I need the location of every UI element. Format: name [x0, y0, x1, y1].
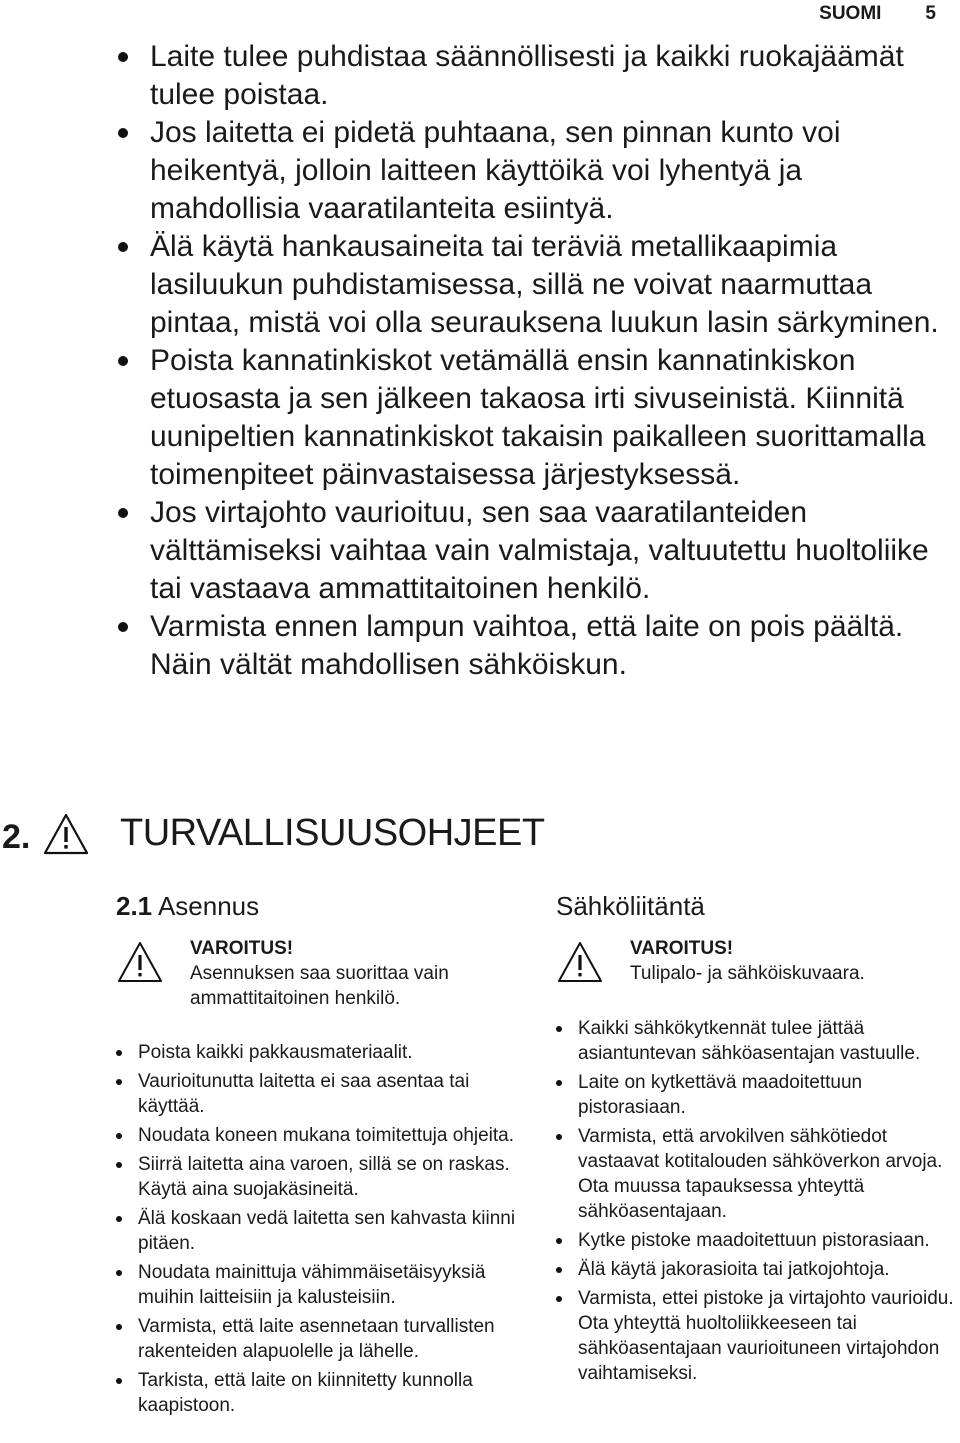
list-item: Varmista, ettei pistoke ja virtajohto vaurioidu. Ota yhteyttä huoltoliikkeeseen tai sähköasentajaan vaurioituneen virtajohdon vaihtamiseksi. — [556, 1286, 958, 1386]
list-item: Siirrä laitetta aina varoen, sillä se on raskas. Käytä aina suojakäsineitä. — [116, 1152, 518, 1202]
list-item: Jos virtajohto vaurioituu, sen saa vaaratilanteiden välttämiseksi vaihtaa vain valmistaja, valtuutettu huoltoliike tai vastaava ammattitaitoinen henkilö. — [118, 494, 948, 608]
section-title: TURVALLISUUSOHJEET — [120, 812, 545, 854]
warning-triangle-icon — [556, 940, 604, 984]
warning-triangle-icon — [42, 812, 90, 856]
page-header — [819, 0, 936, 28]
list-item: Laite tulee puhdistaa säännöllisesti ja kaikki ruokajäämät tulee poistaa. — [118, 38, 948, 114]
list-item: Varmista ennen lampun vaihtoa, että laite on pois päältä. Näin vältät mahdollisen sähköiskun. — [118, 608, 948, 684]
warning-triangle-icon — [116, 940, 164, 984]
list-item: Kytke pistoke maadoitettuun pistorasiaan. — [556, 1228, 958, 1253]
installation-list — [116, 1040, 516, 1418]
warning-text: Tulipalo- ja sähköiskuvaara. — [630, 963, 865, 984]
list-item: Älä koskaan vedä laitetta sen kahvasta kiinni pitäen. — [116, 1206, 518, 1256]
heading-text: Asennus — [157, 891, 260, 921]
list-item: Poista kannatinkiskot vetämällä ensin kannatinkiskon etuosasta ja sen jälkeen takaosa irti sivuseinistä. Kiinnitä uunipeltien kannatinkiskot takaisin paikalleen suorittamalla toimenpiteet päinvastaisessa järjestyksessä. — [118, 342, 948, 494]
section-number: 2. — [2, 818, 31, 856]
list-item: Poista kaikki pakkausmateriaalit. — [116, 1040, 518, 1065]
page-number: 5 — [925, 3, 936, 24]
warning-text: Asennuksen saa suorittaa vain ammattitaitoinen henkilö. — [190, 963, 449, 1009]
electrical-heading: Sähköliitäntä — [556, 891, 705, 921]
warning-box — [116, 936, 516, 1016]
list-item: Varmista, että laite asennetaan turvallisten rakenteiden alapuolelle ja lähelle. — [116, 1314, 518, 1364]
list-item: Älä käytä hankausaineita tai teräviä metallikaapimia lasiluukun puhdistamisessa, sillä ne voivat naarmuttaa pintaa, mistä voi olla seurauksena luukun lasin särkyminen. — [118, 228, 948, 342]
electrical-column — [556, 886, 956, 1390]
warning-title: VAROITUS! — [630, 938, 734, 959]
warning-box — [556, 936, 956, 1016]
list-item: Vaurioitunutta laitetta ei saa asentaa tai käyttää. — [116, 1069, 518, 1119]
maintenance-bullet-list — [118, 38, 948, 684]
list-item: Kaikki sähkökytkennät tulee jättää asiantuntevan sähköasentajan vastuulle. — [556, 1016, 958, 1066]
warning-title: VAROITUS! — [190, 938, 294, 959]
language-label: SUOMI — [819, 3, 882, 24]
list-item: Älä käytä jakorasioita tai jatkojohtoja. — [556, 1257, 958, 1282]
list-item: Jos laitetta ei pidetä puhtaana, sen pinnan kunto voi heikentyä, jolloin laitteen käyttöikä voi lyhentyä ja mahdollisia vaaratilanteita esiintyä. — [118, 114, 948, 228]
list-item: Tarkista, että laite on kiinnitetty kunnolla kaapistoon. — [116, 1368, 518, 1418]
list-item: Noudata mainittuja vähimmäisetäisyyksiä muihin laitteisiin ja kalusteisiin. — [116, 1260, 518, 1310]
installation-heading — [116, 886, 516, 926]
heading-number: 2.1 — [116, 891, 153, 921]
list-item: Varmista, että arvokilven sähkötiedot vastaavat kotitalouden sähköverkon arvoja. Ota muussa tapauksessa yhteyttä sähköasentajaan. — [556, 1124, 958, 1224]
list-item: Laite on kytkettävä maadoitettuun pistorasiaan. — [556, 1070, 958, 1120]
list-item: Noudata koneen mukana toimitettuja ohjeita. — [116, 1123, 518, 1148]
installation-column — [116, 886, 516, 1422]
electrical-list — [556, 1016, 956, 1386]
